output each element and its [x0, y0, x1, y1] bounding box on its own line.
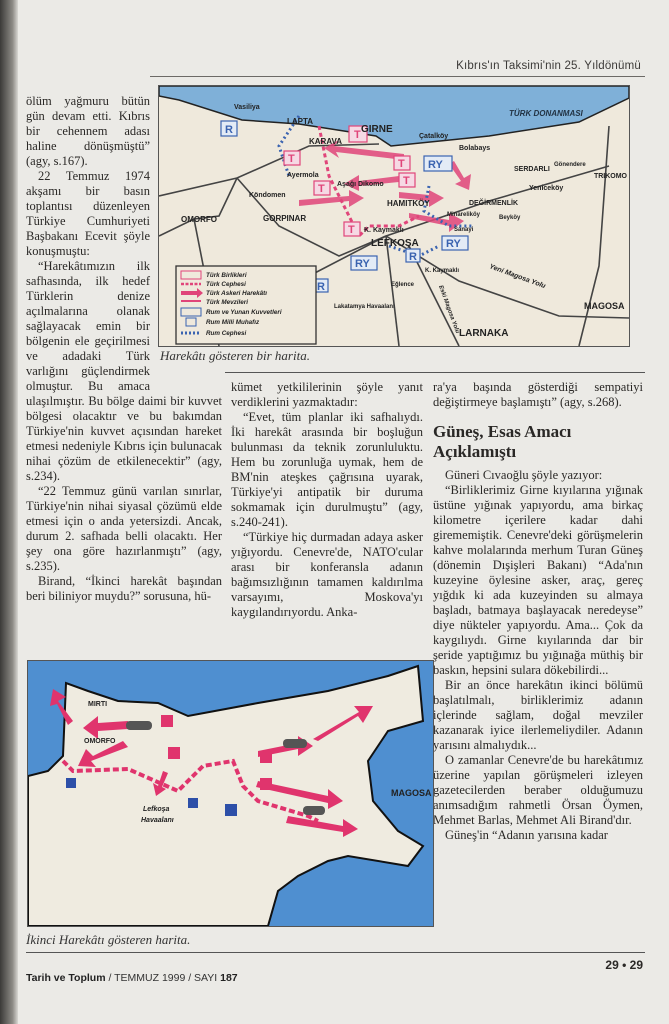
label-sanayi: Sanayi: [454, 227, 474, 233]
paragraph: “Türkiye hiç durmadan adaya asker yığıyordu. Cenevre'de, NATO'cular arası bir konferansla adanın bağımsızlığının tamamen kaldırılma varsayımı, Moskova'yı kaygılandırıyordu. Anka-: [231, 530, 423, 619]
caption-rule: [225, 372, 645, 373]
label-larnaka: LARNAKA: [459, 328, 509, 339]
label-lakatamya: Lakatamya Havaalanı: [334, 304, 395, 310]
label-asagi-dikomo: Aşağı Dikomo: [337, 181, 384, 188]
paragraph: ölüm yağmuru bütün gün devam etti. Kıbrıs bir cehennem adası haline dönüşmüştü” (agy, s.167).: [26, 94, 150, 168]
operation-map: [158, 85, 630, 347]
middle-column: [231, 380, 423, 620]
legend-turk-harekati: Türk Askeri Harekâtı: [206, 290, 268, 297]
paragraph: kümet yetkililerinin şöyle yanıt verdiklerini yazmaktadır:: [231, 380, 423, 409]
paragraph: Güneri Cıvaoğlu şöyle yazıyor:: [445, 468, 603, 482]
svg-text:R: R: [225, 124, 233, 136]
paragraph: 22 Temmuz 1974 akşamı bir basın toplantısı düzenleyen Türkiye Cumhuriyeti Başbakanı Ecevit şöyle konuşmuştu:: [26, 169, 150, 258]
svg-text:T: T: [403, 175, 410, 187]
label-gorpinar: GORPINAR: [263, 214, 307, 223]
label-kaymakli-2: K. Kaymaklı: [425, 268, 460, 274]
issue-info: / TEMMUZ 1999 / SAYI: [108, 972, 218, 984]
label-serdarli: SERDARLI: [514, 166, 550, 173]
svg-text:T: T: [318, 183, 325, 195]
footer-rule: [26, 952, 645, 953]
label-gonendere: Gönendere: [554, 162, 586, 168]
paragraph: “Evet, tüm planlar iki safhalıydı. İki harekât arasında bir boşluğun bulunması da teknik zorunluluktu. Hem bu zorunluğa uymak, hem de BM'nin ateşkes çağrısına uyarak, Türkiye'yi antipatik bir duruma sokmamak için durulmuştu” (agy, s.240-241).: [231, 410, 423, 529]
label-minarelikoy: Minareliköy: [447, 212, 481, 218]
label-yenicekoy: Yeniceköy: [529, 185, 564, 192]
map-legend: [176, 266, 316, 344]
label-omorfo: OMORFO: [181, 215, 217, 224]
svg-text:T: T: [354, 129, 361, 141]
label-lefkosa: LEFKOŞA: [371, 238, 419, 249]
label-trikomo: TRIKOMO: [593, 173, 627, 180]
paragraph: Güneş'in “Adanın yarısına kadar: [445, 828, 608, 842]
paragraph: ra'ya başında gösterdiği sempatiyi değiştirmeye başlamıştı” (agy, s.268).: [433, 380, 643, 409]
label-girne: GIRNE: [361, 124, 393, 135]
svg-text:R: R: [317, 281, 325, 293]
svg-text:RY: RY: [428, 159, 443, 171]
label-vasiliya: Vasiliya: [234, 104, 260, 111]
label-magosa: MAGOSA: [584, 301, 625, 311]
svg-text:T: T: [398, 158, 405, 170]
label-magosa: MAGOSA: [391, 788, 432, 798]
legend-turk-birlikleri: Türk Birlikleri: [206, 272, 247, 279]
label-karava: KARAVA: [309, 137, 343, 146]
map2-caption: İkinci Harekâtı gösteren harita.: [26, 932, 191, 947]
paragraph: Bir an önce harekâtın ikinci bölümü başlatılmalı, birliklerimiz adanın içlerinde sağlam, doğal mevziler kazanarak iyice ilerlemeliydiler. Adanın yarısını almalıydık...: [433, 678, 643, 752]
label-eglence: Eğlence: [391, 282, 415, 288]
paragraph: “Birliklerimiz Girne kıyılarına yığınak üstüne yığınak yapıyordu, ama birkaç kilometre içerilere kadar dahi girememiştik. Cenevre'deki görüşmelerin kahve molalarında merhum Turan Güneş (dönemin Dışişleri Bakanı) “Ada'nın kuzeyine öylesine asker, araç, gereç yığdık ki ada kuzeyinden su almaya başladı, batmaya başlayacak neredeyse” diye nükteler yapıyordu. Ama... Çok da kaygılıydı. Girne kıyılarında dar bir şeride yaptığımız bu yığınağa müthiş bir baskın, hepsini sulara dökebilirdi...: [433, 483, 643, 677]
magazine-name: Tarih ve Toplum: [26, 972, 106, 984]
legend-rum-milli-muhafiz: Rum Milli Muhafız: [206, 319, 260, 326]
label-omorfo: OMORFO: [84, 738, 116, 745]
map1-caption: Harekâtı gösteren bir harita.: [160, 348, 310, 363]
label-lefkosa: Lefkoşa: [143, 806, 170, 813]
svg-text:RY: RY: [355, 258, 370, 270]
svg-text:T: T: [348, 224, 355, 236]
running-header: Kıbrıs'ın Taksimi'nin 25. Yıldönümü: [456, 60, 641, 72]
label-ayermola: Ayermola: [287, 172, 319, 179]
label-degirmenlik: DEĞİRMENLİK: [469, 200, 518, 207]
paragraph: Birand, “İkinci harekât başından beri biliniyor muydu?” sorusuna, hü-: [26, 574, 222, 603]
label-yeni-magosa-yolu: Yeni Magosa Yolu: [488, 263, 547, 291]
label-lapta: LAPTA: [287, 117, 314, 126]
label-havaalani: Havaalanı: [141, 817, 174, 824]
label-catalkoy: Çatalköy: [419, 133, 449, 140]
legend-turk-mevzileri: Türk Mevzileri: [206, 299, 248, 306]
label-k-kaymakli: K. Kaymaklı: [364, 227, 404, 234]
label-turk-donanmasi: TÜRK DONANMASI: [509, 109, 583, 118]
label-eski-magosa-yolu: Eski Magosa Yolu: [437, 284, 461, 335]
svg-text:R: R: [409, 251, 417, 263]
adjacent-page-edge: [0, 0, 18, 1024]
svg-text:RY: RY: [446, 238, 461, 250]
label-bolabays: Bolabays: [459, 145, 491, 152]
issue-number: 187: [220, 972, 238, 984]
second-operation-map: [27, 660, 434, 927]
footer: [26, 972, 238, 984]
header-rule: [150, 76, 645, 77]
label-beykoy: Beyköy: [499, 215, 521, 221]
paragraph: O zamanlar Cenevre'de bu harekâtımız üzerine yapılan görüşmeleri izleyen gazetecilerden beraber olduğumuzu anımsadığım rahmetli Örsan Öymen, Mehmet Barlas, Mehmet Ali Birand'dır.: [433, 753, 643, 827]
legend-rum-yunan: Rum ve Yunan Kuvvetleri: [206, 309, 282, 316]
svg-text:T: T: [288, 153, 295, 165]
legend-turk-cephesi: Türk Cephesi: [206, 281, 246, 288]
label-kondomen: Köndomen: [249, 192, 286, 199]
legend-rum-cephesi: Rum Cephesi: [206, 330, 247, 337]
paragraph: “22 Temmuz günü varılan sınırlar, Türkiye'nin nihai siyasal çözümü elde etmesi için o anda yetersizdi. Ancak, durum 2. safhada belli olacaktı. Her şey ona göre hazırlanmıştı” (agy, s.235).: [26, 484, 222, 573]
label-hamitkoy: HAMITKÖY: [387, 199, 430, 208]
right-column: [433, 380, 643, 843]
section-heading: Güneş, Esas Amacı Açıklamıştı: [433, 422, 572, 461]
page-number: 29 • 29: [605, 958, 643, 972]
paragraph: “Harekâtımızın ilk safhasında, ilk hedef Türklerin denize açılmalarına olanak sağlayacak emin bir bölgenin ele geçirilmesi ve adadaki Türk varlığını güçlendirmek olmuştur. Bu amaca ulaşılmıştır. Bu bölge daimi bir kuvvet bölgesi olacaktır ve bu bakımdan Türkiye'nin kuvvet açısından hareket etmesi nedeniyle Kıbrıs için bulunacak nihai çözüm de etkilenecektir” (agy, s.234).: [26, 259, 222, 483]
label-mirti: MIRTI: [88, 701, 108, 708]
